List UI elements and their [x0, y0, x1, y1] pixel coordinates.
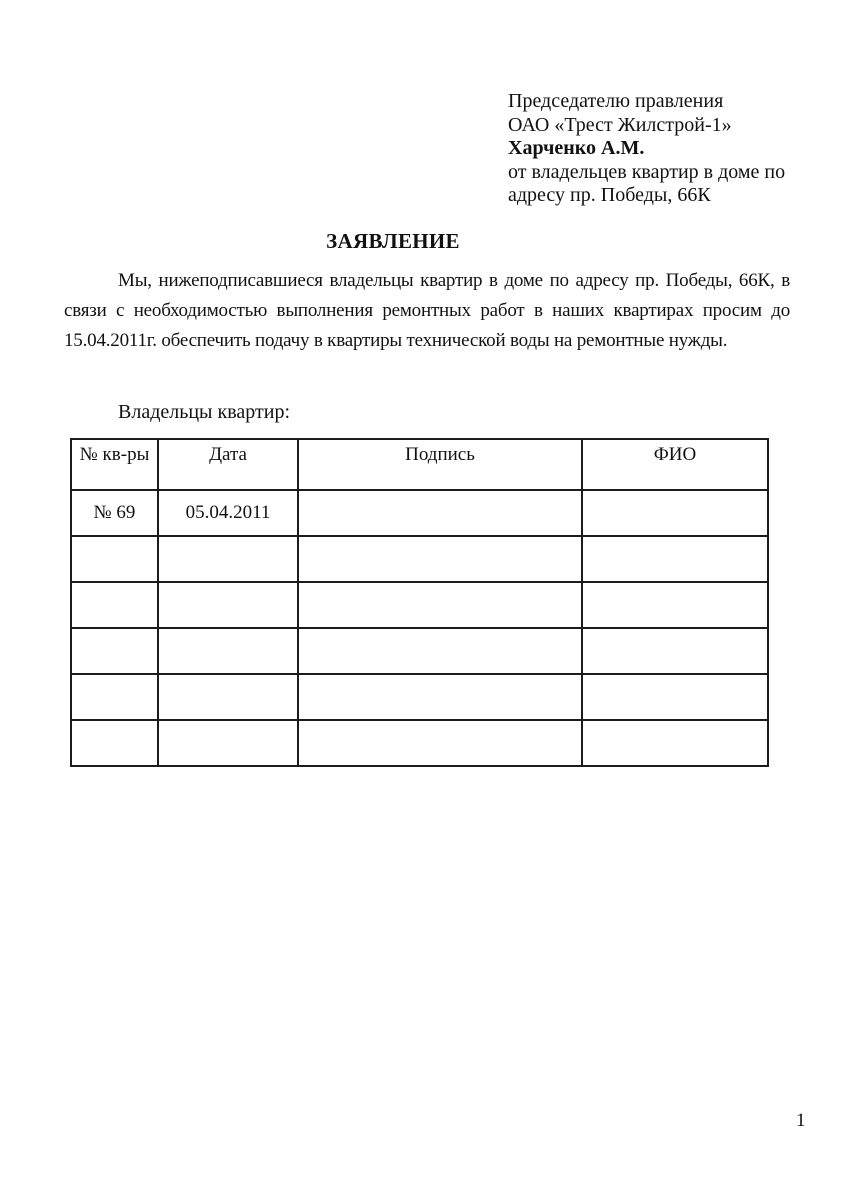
table-cell [298, 582, 582, 628]
cell-date: 05.04.2011 [158, 490, 298, 536]
table-cell [71, 720, 158, 766]
cell-apartment-number: № 69 [71, 490, 158, 536]
table-row [71, 720, 768, 766]
table-cell [298, 536, 582, 582]
recipient-line: Председателю правления [508, 90, 724, 112]
table-cell [71, 674, 158, 720]
table-row [71, 582, 768, 628]
recipient-line: от владельцев квартир в доме по [508, 160, 786, 183]
cell-fio [582, 490, 768, 536]
recipient-line: адресу пр. Победы, 66К [508, 184, 711, 206]
table-row [71, 628, 768, 674]
header-cell-fio: ФИО [582, 439, 768, 490]
table-cell [158, 674, 298, 720]
table-cell [582, 720, 768, 766]
body-paragraph: Мы, нижеподписавшиеся владельцы квартир в доме по адресу пр. Победы, 66К, в связи с необходимостью выполнения ремонтных работ в наших квартирах просим до 15.04.2011г. обеспечить подачу в квартиры технической воды на ремонтные нужды. [64, 270, 790, 351]
table-cell [71, 536, 158, 582]
table-cell [298, 674, 582, 720]
recipient-name-line: Харченко А.М. [508, 137, 645, 159]
table-cell [582, 582, 768, 628]
table-cell [71, 628, 158, 674]
table-cell [158, 582, 298, 628]
document-title: ЗАЯВЛЕНИЕ [326, 229, 460, 253]
table-row [71, 490, 768, 536]
table-cell [158, 720, 298, 766]
table-cell [582, 674, 768, 720]
cell-signature [298, 490, 582, 536]
table-cell [71, 582, 158, 628]
recipient-block [508, 90, 828, 208]
recipient-line: ОАО «Трест Жилстрой-1» [508, 113, 732, 136]
table-cell [158, 536, 298, 582]
table-cell [582, 536, 768, 582]
table-header-row [71, 439, 768, 490]
page-number: 1 [796, 1110, 806, 1131]
signatures-table [70, 438, 769, 767]
table-cell [298, 628, 582, 674]
header-cell-date: Дата [158, 439, 298, 490]
table-row [71, 674, 768, 720]
table-cell [298, 720, 582, 766]
table-row [71, 536, 768, 582]
table-cell [582, 628, 768, 674]
header-cell-apartment-number: № кв-ры [71, 439, 158, 490]
header-cell-signature: Подпись [298, 439, 582, 490]
owners-label: Владельцы квартир: [118, 401, 291, 423]
table-cell [158, 628, 298, 674]
